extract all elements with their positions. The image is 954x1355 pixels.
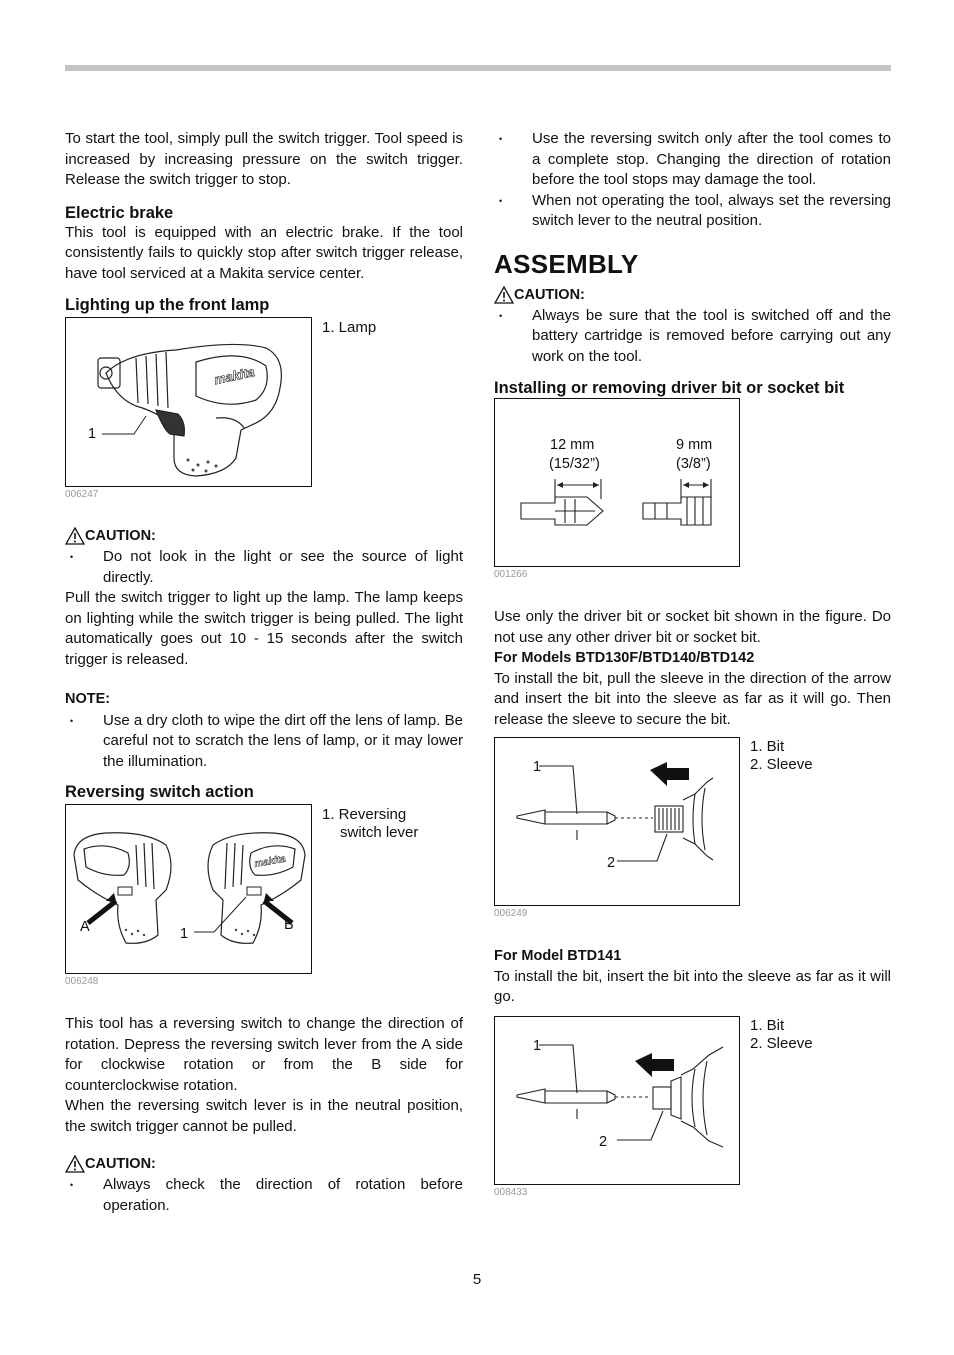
models2-heading: For Model BTD141 bbox=[494, 948, 622, 964]
warning-triangle-icon bbox=[494, 286, 514, 304]
bit-dimensions-code: 001266 bbox=[494, 569, 528, 580]
right-column bbox=[494, 129, 891, 1199]
list-item: • Always check the direction of rotation before operation. bbox=[65, 1175, 463, 1216]
install-figure-2-code: 008433 bbox=[494, 1186, 528, 1198]
reversing-text-2: When the reversing switch lever is in the neutral position, the switch trigger cannot be pulled. bbox=[65, 1097, 463, 1135]
note-label: NOTE: bbox=[65, 691, 111, 707]
models2-text: To install the bit, insert the bit into the sleeve as far as it will go. bbox=[494, 967, 891, 1005]
reversing-text-1: This tool has a reversing switch to change the direction of rotation. Depress the reversing switch lever from the A side for clockwise rotation or from the B side for counterclockwise rotation. bbox=[65, 1015, 463, 1094]
sleeve-callout-2: 2 bbox=[607, 855, 616, 871]
front-lamp-heading: Lighting up the front lamp bbox=[65, 296, 270, 314]
install-fig2-label-bit: 1. Bit bbox=[750, 1016, 785, 1034]
list-item: • Always be sure that the tool is switched off and the battery cartridge is removed before carrying out any work on the tool. bbox=[494, 306, 891, 368]
reversing-callout-1: 1 bbox=[180, 926, 189, 942]
bit-sleeve-drawing-1 bbox=[495, 738, 741, 907]
warning-triangle-icon bbox=[65, 1155, 85, 1173]
install-figure-1 bbox=[494, 737, 891, 906]
lamp-figure-code: 006247 bbox=[65, 489, 99, 500]
install-fig1-label-bit: 1. Bit bbox=[750, 738, 785, 755]
caution-label: CAUTION: bbox=[85, 528, 156, 544]
lamp-text: Pull the switch trigger to light up the lamp. The lamp keeps on lighting while the switch trigger is being pulled. The light automatically goes out 10 - 15 seconds after the switch trigger is released. bbox=[65, 589, 463, 668]
lamp-figure-label: 1. Lamp bbox=[322, 319, 377, 336]
intro-text: To start the tool, simply pull the switch trigger. Tool speed is increased by increasing pressure on the switch trigger. Release the switch trigger to stop. bbox=[65, 130, 463, 188]
list-item: • Use the reversing switch only after the tool comes to a complete stop. Changing the direction of rotation before the tool stops may damage the tool. bbox=[494, 129, 891, 191]
reversing-figure-image bbox=[65, 804, 312, 974]
caution-label: CAUTION: bbox=[514, 286, 585, 303]
reversing-callout-b: B bbox=[284, 917, 294, 933]
reversing-callout-a: A bbox=[80, 919, 90, 935]
reversing-figure-code: 006248 bbox=[65, 976, 99, 987]
electric-brake-heading: Electric brake bbox=[65, 203, 174, 222]
bit-sleeve-drawing-2 bbox=[495, 1017, 741, 1186]
models1-heading: For Models BTD130F/BTD140/BTD142 bbox=[494, 650, 755, 666]
lamp-figure bbox=[65, 317, 463, 487]
lamp-callout: 1 bbox=[88, 426, 97, 442]
assembly-heading: ASSEMBLY bbox=[494, 248, 639, 279]
reversing-caution bbox=[65, 1155, 463, 1173]
list-item: • Use a dry cloth to wipe the dirt off the lens of lamp. Be careful not to scratch the lens of lamp, or it may lower the illumination. bbox=[65, 711, 463, 773]
lamp-caution-list bbox=[65, 547, 463, 588]
install-fig2-label-sleeve: 2. Sleeve bbox=[750, 1034, 813, 1052]
install-figure-1-code: 006249 bbox=[494, 908, 528, 919]
assembly-caution bbox=[494, 286, 891, 304]
caution-label: CAUTION: bbox=[85, 1156, 156, 1172]
list-item: • Do not look in the light or see the source of light directly. bbox=[65, 547, 463, 588]
bit-usage-text: Use only the driver bit or socket bit shown in the figure. Do not use any other driver bit or socket bit. bbox=[494, 608, 891, 646]
install-figure-2 bbox=[494, 1016, 891, 1185]
left-column bbox=[65, 129, 463, 1216]
assembly-caution-list bbox=[494, 306, 891, 368]
install-figure-1-image bbox=[494, 737, 740, 906]
dim1-mm: 12 mm bbox=[550, 437, 595, 453]
warning-triangle-icon bbox=[65, 527, 85, 545]
bit-dimensions-figure bbox=[494, 398, 740, 567]
dim2-mm: 9 mm bbox=[676, 437, 713, 453]
impact-driver-drawing bbox=[66, 318, 313, 488]
list-item: • When not operating the tool, always set the reversing switch lever to the neutral position. bbox=[494, 191, 891, 232]
svg-text:makita: makita bbox=[212, 364, 257, 388]
lamp-caution bbox=[65, 527, 463, 545]
note-list bbox=[65, 711, 463, 773]
page-number: 5 bbox=[472, 1271, 482, 1288]
install-bit-heading: Installing or removing driver bit or socket bit bbox=[494, 379, 845, 397]
lamp-figure-image bbox=[65, 317, 312, 487]
reversing-heading: Reversing switch action bbox=[65, 783, 254, 801]
sleeve-callout-2: 2 bbox=[599, 1133, 608, 1150]
models1-text: To install the bit, pull the sleeve in the direction of the arrow and insert the bit into the sleeve as far as it will go. Then release the sleeve to secure the bit. bbox=[494, 669, 891, 728]
svg-text:makita: makita bbox=[253, 853, 287, 870]
reversing-figure-label-cont: switch lever bbox=[340, 824, 419, 841]
reversing-figure-label: 1. Reversing bbox=[322, 806, 407, 823]
bit-dimensions-drawing bbox=[495, 399, 741, 568]
dim1-inch: (15/32”) bbox=[549, 456, 600, 472]
bit-callout-1: 1 bbox=[533, 759, 542, 775]
dim2-inch: (3/8”) bbox=[676, 456, 711, 472]
reversing-switch-drawing bbox=[66, 805, 313, 975]
reversing-caution-list-cont bbox=[494, 129, 891, 232]
reversing-figure bbox=[65, 804, 463, 974]
reversing-caution-list bbox=[65, 1175, 463, 1216]
install-figure-2-image bbox=[494, 1016, 740, 1185]
install-fig1-label-sleeve: 2. Sleeve bbox=[750, 756, 813, 773]
electric-brake-text: This tool is equipped with an electric brake. If the tool consistently fails to quickly stop after switch trigger release, have tool serviced at a Makita service center. bbox=[65, 223, 463, 282]
top-rule bbox=[65, 65, 891, 71]
bit-callout-1: 1 bbox=[533, 1037, 542, 1054]
